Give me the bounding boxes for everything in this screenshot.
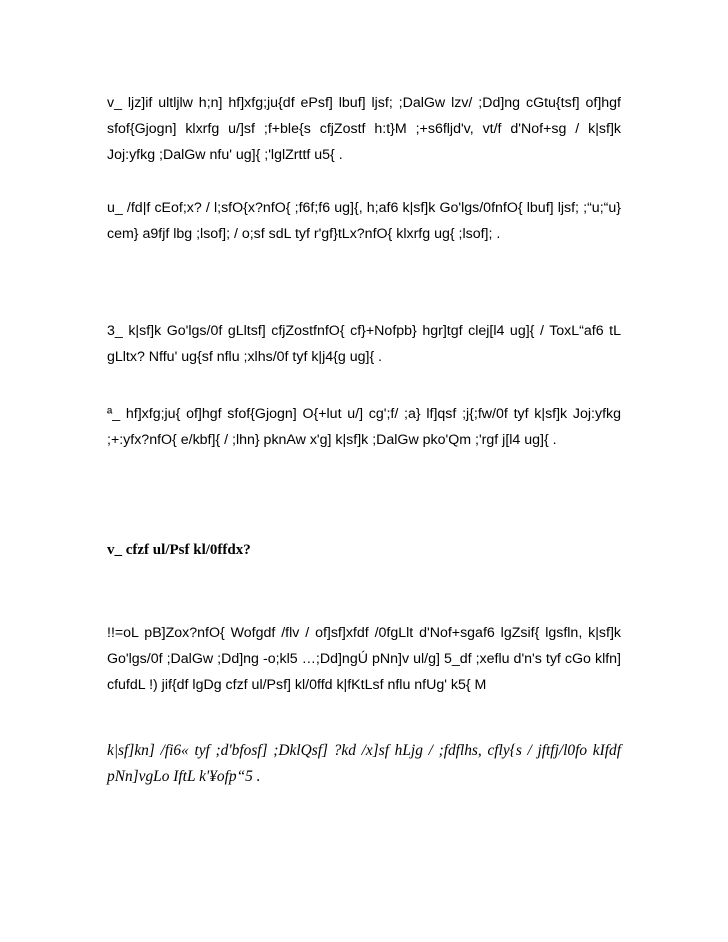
paragraph-5: !!=oL pB]Zox?nfO{ Wofgdf /flv / of]sf]xfdf /0fgLlt d'Nof+sgaf6 lgZsif{ lgsfln, k|sf]k Go'lgs/0f ;DalGw ;Dd]ng -o;kl5 …;Dd]ngÚ pNn]v ul/g] 5_df ;xeflu d'n's tyf cGo klfn] cfufdL !) jif{df lgDg cfzf ul/Psf] kl/0ffd k|fKtLsf nflu nfUg' k5{ M: [107, 625, 621, 693]
paragraph-2: u_ /fd|f cEof;x? / l;sfO{x?nfO{ ;f6f;f6 ug]{, h;af6 k|sf]k Go'lgs/0fnfO{ lbuf] ljsf; ;“u;“u} cem} a9fjf lbg ;lsof]; / o;sf sdL tyf r'gf}tLx?nfO{ klxrfg ug{ ;lsof]; .: [107, 200, 621, 242]
paragraph-4: ª_ hf]xfg;ju{ of]hgf sfof{Gjogn] O{+lut u/] cg';f/ ;a} lf]qsf ;j{;fw/0f tyf k|sf]k Joj:yfkg ;+:yfx?nfO{ e/kbf]{ / ;lhn} pknAw x'g] k|sf]k ;DalGw pko'Qm ;'rgf j[l4 ug]{ .: [107, 406, 621, 448]
paragraph-3: 3_ k|sf]k Go'lgs/0f gLltsf] cfjZostfnfO{ cf}+Nofpb} hgr]tgf clej[l4 ug]{ / ToxL“af6 tL gLltx? Nffu' ug{sf nflu ;xlhs/0f tyf k|j4{g ug]{ .: [107, 323, 621, 365]
paragraph-6-italic: k|sf]kn] /fi6« tyf ;d'bfosf] ;DklQsf] ?kd /x]sf hLjg / ;fdflhs, cfly{s / jftfj/l0fo kIfdf pNn]vgLo IftL k'¥ofp“5 .: [107, 742, 621, 785]
paragraph-1: v_ ljz]if ultljlw h;n] hf]xfg;ju{df ePsf] lbuf] ljsf; ;DalGw lzv/ ;Dd]ng cGtu{tsf] of]hgf sfof{Gjogn] klxrfg u/]sf ;f+ble{s cfjZostf h:t}M ;+s6fljd'v, vt/f d'Nof+sg / k|sf]k Joj:yfkg ;DalGw nfu' ug]{ ;'lglZrttf u5{ .: [107, 95, 621, 163]
section-heading: v_ cfzf ul/Psf kl/0ffdx?: [107, 542, 251, 558]
